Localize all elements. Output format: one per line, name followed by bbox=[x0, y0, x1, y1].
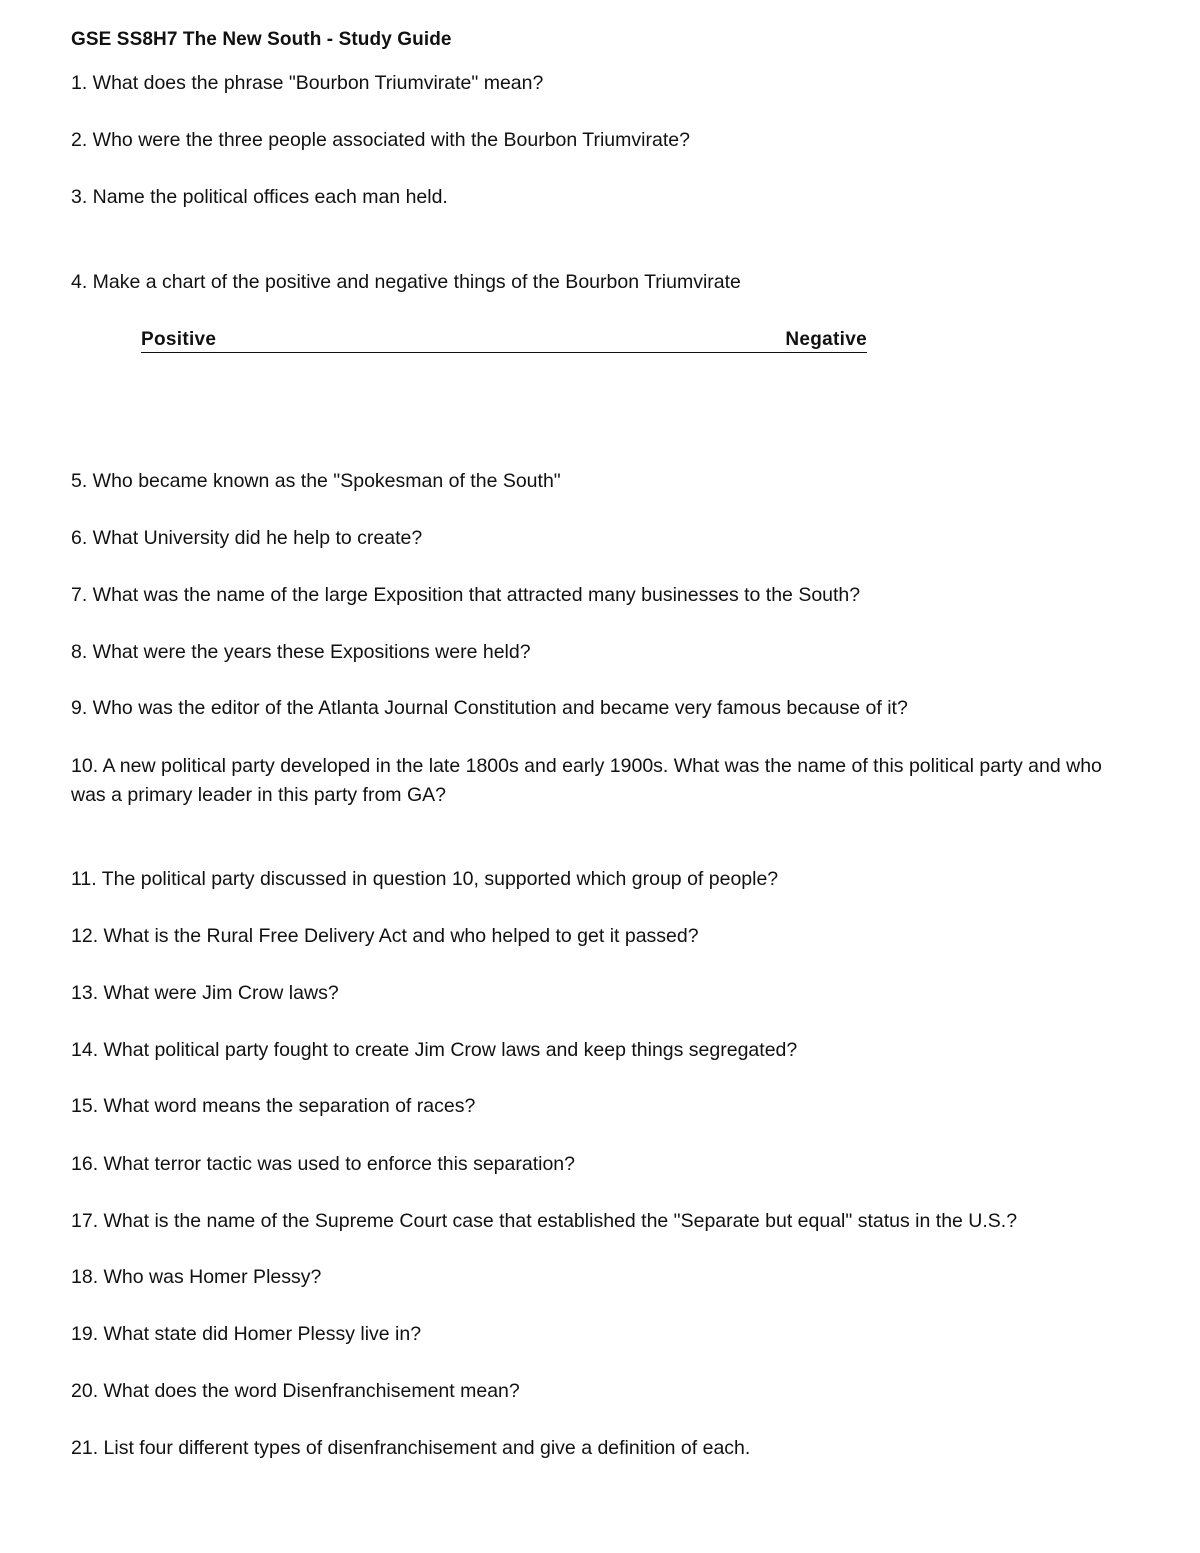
question-15: 15. What word means the separation of races? bbox=[71, 1095, 476, 1117]
question-5: 5. Who became known as the "Spokesman of the South" bbox=[71, 470, 561, 492]
question-12: 12. What is the Rural Free Delivery Act and who helped to get it passed? bbox=[71, 925, 699, 947]
question-13: 13. What were Jim Crow laws? bbox=[71, 982, 339, 1004]
question-14: 14. What political party fought to create Jim Crow laws and keep things segregated? bbox=[71, 1039, 798, 1061]
chart-positive-label: Positive bbox=[141, 329, 217, 350]
question-10: 10. A new political party developed in the late 1800s and early 1900s. What was the name of this political party and who was a primary leader in this party from GA? bbox=[71, 755, 1102, 806]
question-16: 16. What terror tactic was used to enforce this separation? bbox=[71, 1153, 576, 1175]
question-4: 4. Make a chart of the positive and negative things of the Bourbon Triumvirate bbox=[71, 271, 741, 293]
question-2: 2. Who were the three people associated with the Bourbon Triumvirate? bbox=[71, 129, 690, 151]
question-20: 20. What does the word Disenfranchisement mean? bbox=[71, 1380, 520, 1402]
question-17: 17. What is the name of the Supreme Court case that established the "Separate but equal" status in the U.S.? bbox=[71, 1210, 1018, 1232]
question-19: 19. What state did Homer Plessy live in? bbox=[71, 1323, 422, 1345]
question-9: 9. Who was the editor of the Atlanta Journal Constitution and became very famous because of it? bbox=[71, 697, 908, 719]
chart-negative-label: Negative bbox=[785, 329, 867, 350]
question-8: 8. What were the years these Expositions were held? bbox=[71, 641, 531, 663]
question-18: 18. Who was Homer Plessy? bbox=[71, 1266, 322, 1288]
positive-negative-chart-header bbox=[141, 328, 867, 353]
question-1: 1. What does the phrase "Bourbon Triumvirate" mean? bbox=[71, 72, 544, 94]
question-3: 3. Name the political offices each man held. bbox=[71, 186, 448, 208]
question-11: 11. The political party discussed in question 10, supported which group of people? bbox=[71, 868, 779, 890]
page-title: GSE SS8H7 The New South - Study Guide bbox=[71, 29, 452, 50]
question-21: 21. List four different types of disenfranchisement and give a definition of each. bbox=[71, 1437, 751, 1459]
question-7: 7. What was the name of the large Exposition that attracted many businesses to the South? bbox=[71, 584, 861, 606]
question-6: 6. What University did he help to create? bbox=[71, 527, 423, 549]
